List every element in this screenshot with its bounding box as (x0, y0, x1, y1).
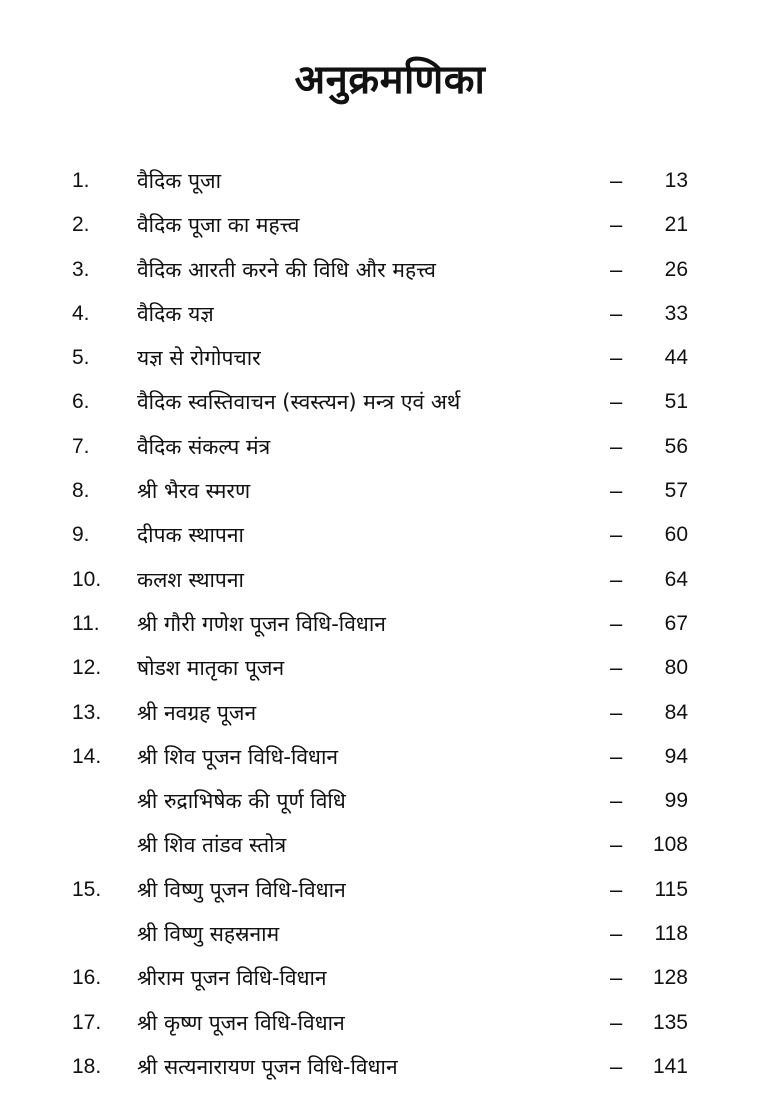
entry-page-number: 60 (664, 523, 688, 547)
toc-entry (0, 824, 780, 868)
entry-title: श्री नवग्रह पूजन (137, 700, 257, 725)
page-title: अनुक्रमणिका (294, 57, 486, 103)
entry-dash: – (610, 655, 623, 681)
entry-title: श्री कृष्ण पूजन विधि-विधान (137, 1010, 345, 1035)
entry-number: 15. (72, 877, 102, 901)
toc-entry (0, 559, 780, 603)
entry-page-number: 51 (664, 390, 688, 414)
toc-entry (0, 692, 780, 736)
toc-entry (0, 736, 780, 780)
entry-number: 7. (72, 434, 90, 458)
toc-entry (0, 470, 780, 514)
entry-page-number: 57 (664, 479, 688, 503)
entry-title: वैदिक यज्ञ (137, 301, 214, 326)
entry-number: 3. (72, 257, 90, 281)
entry-page-number: 64 (664, 567, 688, 591)
entry-title: कलश स्थापना (137, 567, 244, 592)
entry-title: श्रीराम पूजन विधि-विधान (137, 966, 327, 991)
entry-page-number: 67 (664, 611, 688, 635)
entry-page-number: 26 (664, 257, 688, 281)
table-of-contents (0, 160, 780, 1090)
entry-dash: – (610, 965, 623, 991)
entry-dash: – (610, 788, 623, 814)
toc-entry (0, 913, 780, 957)
entry-number: 9. (72, 523, 90, 547)
entry-page-number: 108 (652, 833, 688, 857)
entry-page-number: 13 (664, 169, 688, 192)
entry-title: श्री गौरी गणेश पूजन विधि-विधान (137, 611, 386, 636)
entry-title: श्री शिव तांडव स्तोत्र (137, 833, 287, 858)
entry-number: 6. (72, 390, 90, 414)
toc-entry (0, 647, 780, 691)
entry-dash: – (610, 389, 623, 415)
entry-dash: – (610, 921, 623, 947)
toc-entry (0, 957, 780, 1001)
toc-entry (0, 293, 780, 337)
entry-number: 14. (72, 744, 102, 768)
entry-dash: – (610, 433, 623, 459)
entry-dash: – (610, 1053, 623, 1079)
entry-dash: – (610, 168, 623, 193)
toc-entry (0, 426, 780, 470)
toc-entry (0, 603, 780, 647)
entry-page-number: 84 (664, 700, 688, 724)
entry-page-number: 33 (664, 301, 688, 325)
entry-number: 8. (72, 479, 90, 503)
entry-page-number: 99 (664, 789, 688, 813)
entry-title: वैदिक पूजा का महत्त्व (137, 213, 300, 238)
entry-dash: – (610, 522, 623, 548)
entry-page-number: 128 (652, 966, 688, 990)
entry-number: 10. (72, 567, 102, 591)
entry-number: 1. (72, 169, 90, 192)
toc-entry (0, 160, 780, 204)
entry-dash: – (610, 1009, 623, 1035)
entry-title: वैदिक आरती करने की विधि और महत्त्व (137, 257, 436, 282)
entry-page-number: 21 (664, 213, 688, 237)
entry-number: 12. (72, 656, 102, 680)
entry-dash: – (610, 345, 623, 371)
entry-number: 16. (72, 966, 102, 990)
entry-number: 5. (72, 346, 90, 370)
entry-dash: – (610, 743, 623, 769)
entry-title: यज्ञ से रोगोपचार (137, 346, 261, 371)
entry-title: षोडश मातृका पूजन (137, 656, 285, 681)
toc-entry (0, 1002, 780, 1046)
entry-dash: – (610, 212, 623, 238)
entry-page-number: 94 (664, 744, 688, 768)
entry-dash: – (610, 478, 623, 504)
entry-dash: – (610, 566, 623, 592)
entry-title: श्री सत्यनारायण पूजन विधि-विधान (137, 1054, 398, 1079)
entry-page-number: 44 (664, 346, 688, 370)
entry-title: वैदिक संकल्प मंत्र (137, 434, 271, 459)
toc-entry (0, 381, 780, 425)
entry-number: 13. (72, 700, 102, 724)
entry-dash: – (610, 256, 623, 282)
entry-title: श्री विष्णु पूजन विधि-विधान (137, 877, 346, 902)
toc-entry (0, 204, 780, 248)
entry-number: 4. (72, 301, 90, 325)
entry-title: श्री विष्णु सहस्रनाम (137, 922, 280, 947)
toc-entry (0, 514, 780, 558)
entry-dash: – (610, 876, 623, 902)
entry-title: वैदिक स्वस्तिवाचन (स्वस्त्यन) मन्त्र एवं अर्थ (137, 390, 461, 415)
entry-dash: – (610, 699, 623, 725)
toc-entry (0, 780, 780, 824)
toc-entry (0, 869, 780, 913)
entry-page-number: 118 (654, 922, 688, 946)
entry-dash: – (610, 832, 623, 858)
entry-number: 17. (72, 1010, 102, 1034)
entry-dash: – (610, 300, 623, 326)
entry-page-number: 80 (664, 656, 688, 680)
toc-entry (0, 337, 780, 381)
toc-entry (0, 249, 780, 293)
entry-title: श्री शिव पूजन विधि-विधान (137, 744, 339, 769)
toc-entry (0, 1046, 780, 1090)
entry-page-number: 141 (652, 1054, 688, 1078)
entry-page-number: 115 (654, 877, 688, 901)
entry-title: दीपक स्थापना (137, 523, 244, 548)
entry-number: 18. (72, 1054, 102, 1078)
entry-title: श्री रुद्राभिषेक की पूर्ण विधि (137, 789, 346, 814)
entry-page-number: 135 (652, 1010, 688, 1034)
entry-title: वैदिक पूजा (137, 169, 222, 193)
entry-title: श्री भैरव स्मरण (137, 479, 251, 504)
entry-page-number: 56 (664, 434, 688, 458)
entry-number: 11. (72, 611, 100, 635)
entry-dash: – (610, 610, 623, 636)
entry-number: 2. (72, 213, 90, 237)
